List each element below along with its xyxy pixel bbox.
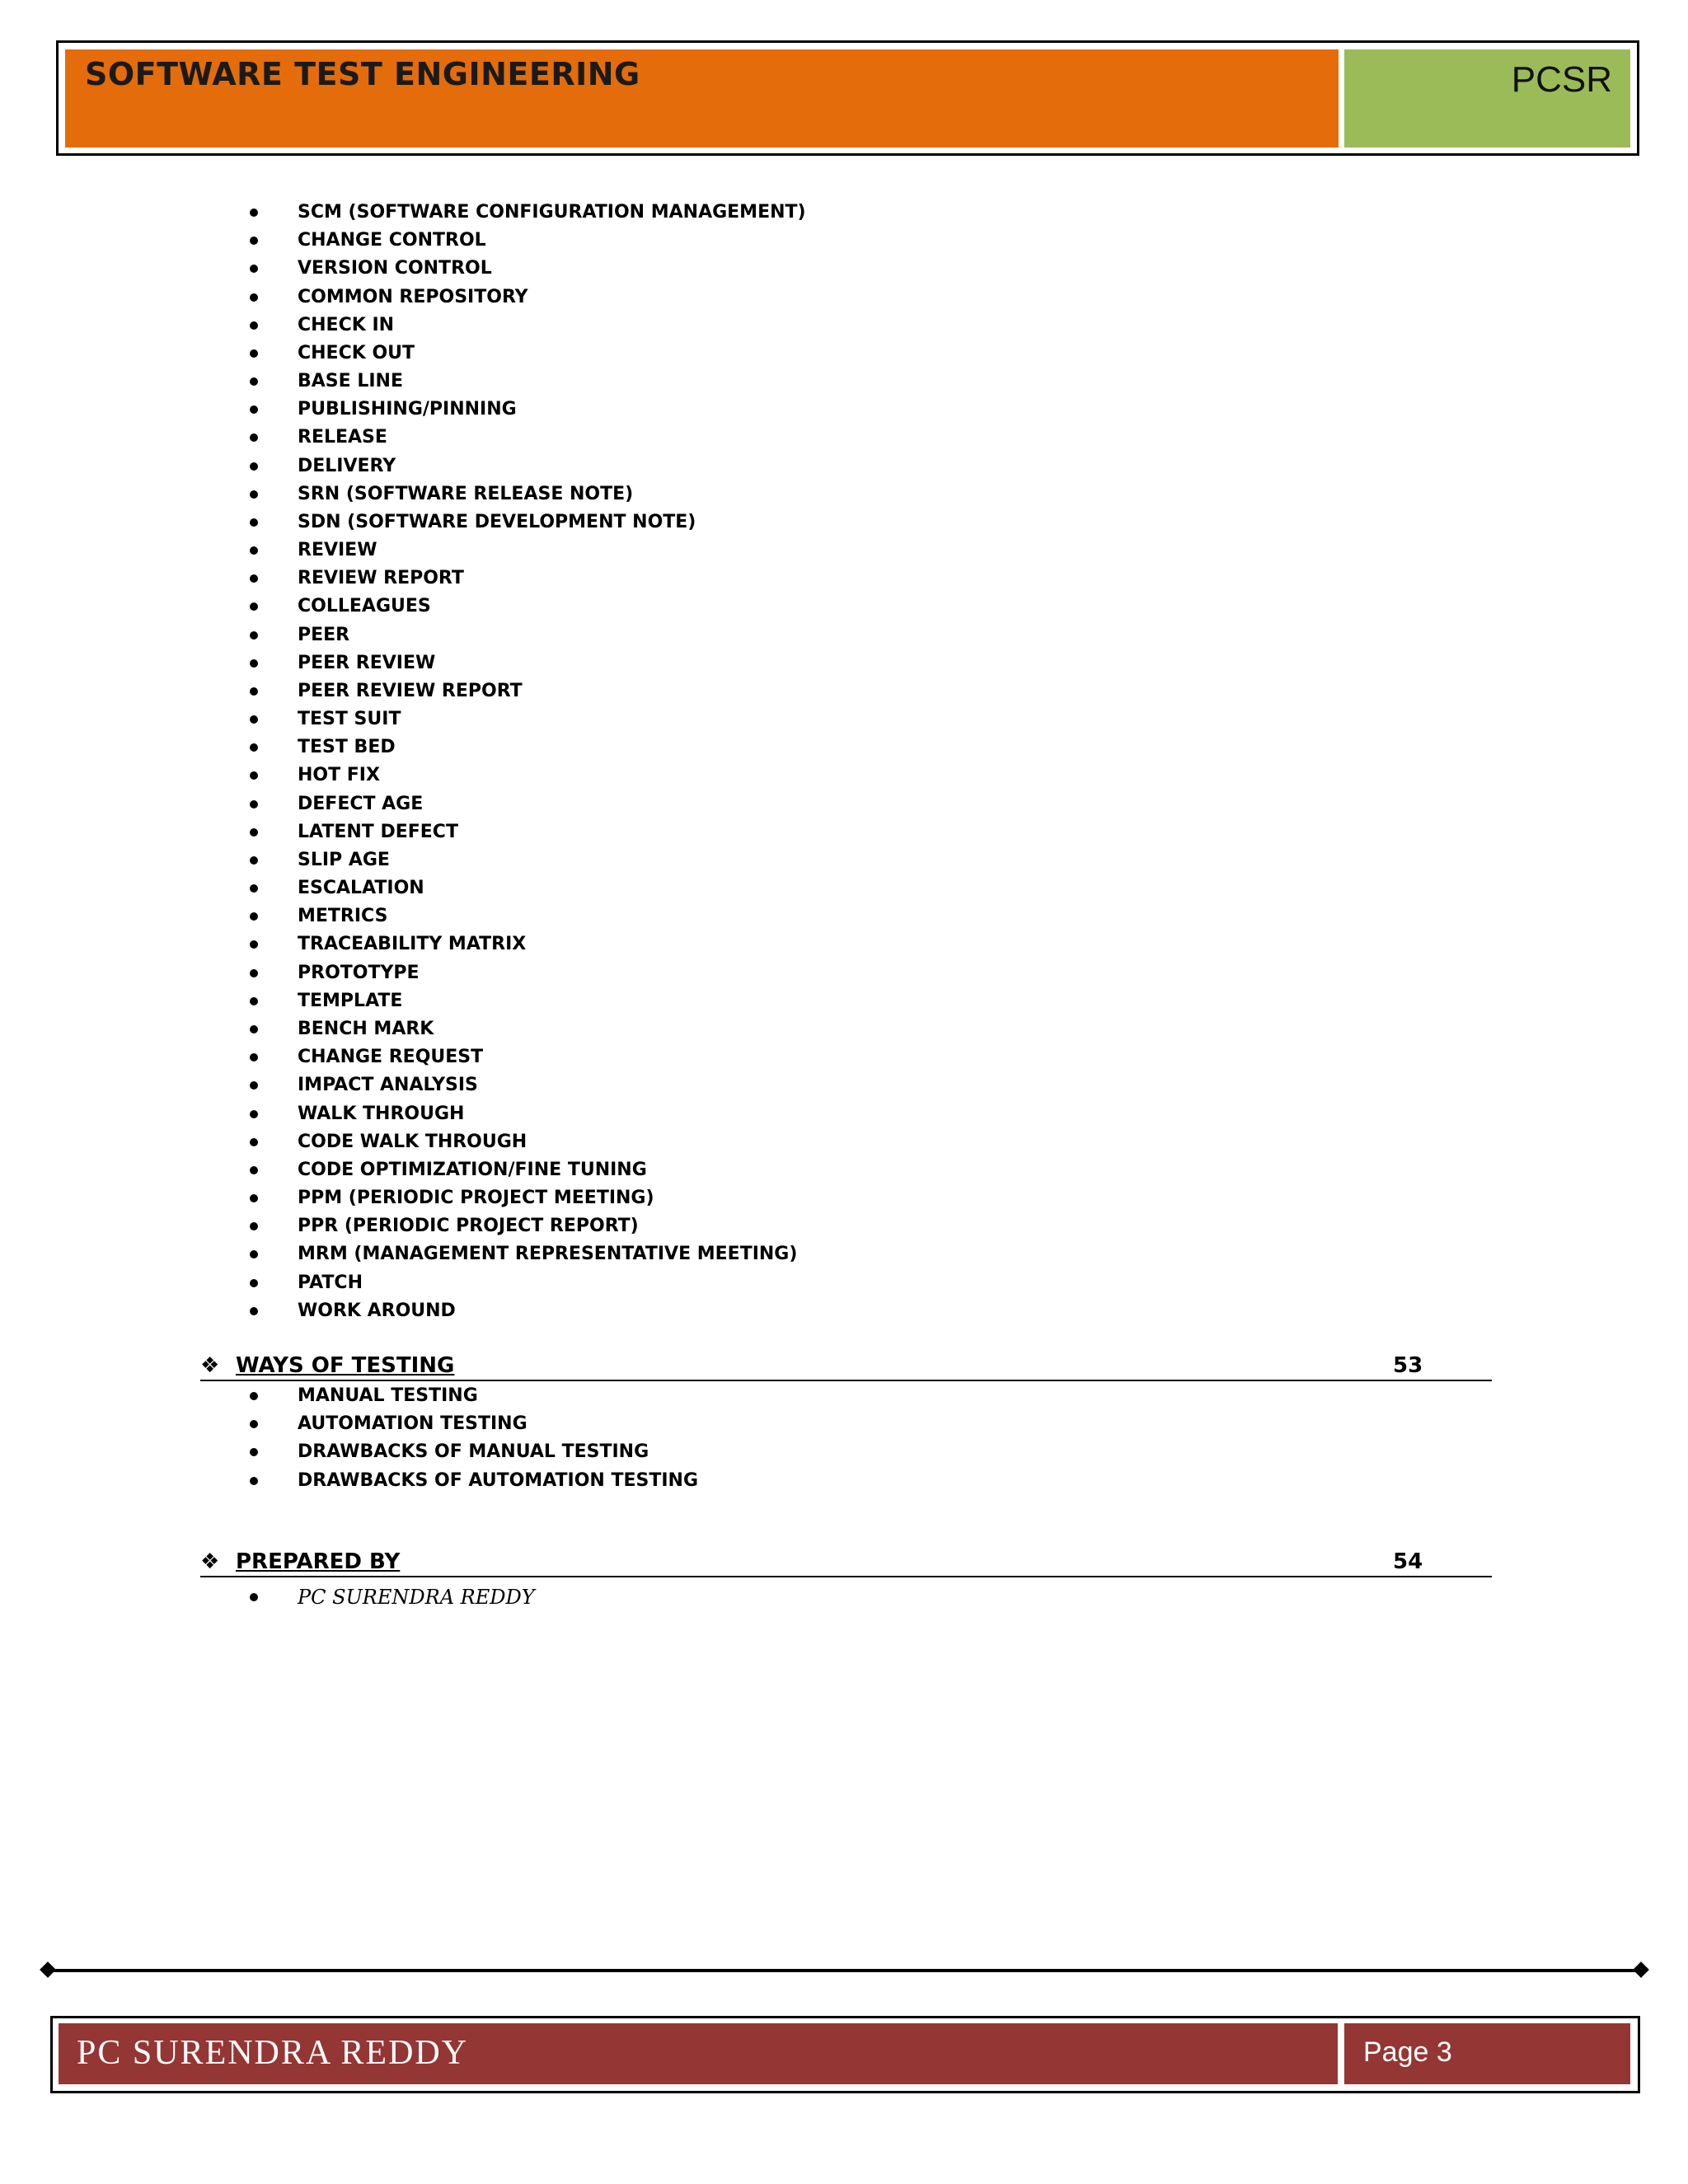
divider-right-diamond-icon: [1633, 1961, 1649, 1978]
list-item: RELEASE: [250, 424, 806, 452]
list-item: SRN (SOFTWARE RELEASE NOTE): [250, 480, 806, 509]
list-item: REVIEW: [250, 537, 806, 565]
list-item: TEMPLATE: [250, 987, 806, 1015]
section-ways-of-testing: [200, 1352, 1492, 1381]
list-item: SDN (SOFTWARE DEVELOPMENT NOTE): [250, 509, 806, 537]
list-item: PATCH: [250, 1269, 806, 1297]
list-item: ESCALATION: [250, 874, 806, 902]
list-item: AUTOMATION TESTING: [250, 1410, 698, 1438]
diamond-bullet-icon: ❖: [200, 1353, 220, 1378]
list-item: WORK AROUND: [250, 1297, 806, 1325]
list-item: PEER REVIEW: [250, 649, 806, 677]
list-item: IMPACT ANALYSIS: [250, 1071, 806, 1099]
ways-of-testing-list: [250, 1382, 698, 1495]
list-item: DELIVERY: [250, 452, 806, 480]
list-item: LATENT DEFECT: [250, 818, 806, 846]
list-item: TEST SUIT: [250, 705, 806, 733]
list-item: COMMON REPOSITORY: [250, 284, 806, 312]
footer-name-bar: [59, 2023, 1338, 2084]
list-item: SCM (SOFTWARE CONFIGURATION MANAGEMENT): [250, 199, 806, 227]
section-page-number: 53: [1393, 1353, 1423, 1378]
section-page-number: 54: [1393, 1549, 1423, 1574]
section-prepared-by: [200, 1548, 1492, 1577]
terms-list: [250, 199, 806, 1325]
prepared-by-list: [250, 1581, 535, 1614]
list-item: WALK THROUGH: [250, 1100, 806, 1128]
list-item: PUBLISHING/PINNING: [250, 396, 806, 424]
page-number: Page 3: [1363, 2036, 1452, 2068]
list-item: BASE LINE: [250, 368, 806, 396]
footer-author: PC SURENDRA REDDY: [77, 2034, 469, 2072]
list-item: PPM (PERIODIC PROJECT MEETING): [250, 1184, 806, 1212]
header-title-bar: [65, 49, 1339, 148]
list-item: BENCH MARK: [250, 1015, 806, 1043]
list-item: SLIP AGE: [250, 846, 806, 874]
section-title: PREPARED BY: [236, 1549, 401, 1574]
footer-page-bar: [1344, 2023, 1630, 2084]
footer-divider: [51, 1969, 1639, 1972]
section-title: WAYS OF TESTING: [236, 1353, 455, 1378]
list-item: DRAWBACKS OF MANUAL TESTING: [250, 1438, 698, 1466]
list-item: REVIEW REPORT: [250, 565, 806, 593]
list-item: TEST BED: [250, 733, 806, 762]
author-name: PC SURENDRA REDDY: [250, 1581, 535, 1614]
list-item: CODE WALK THROUGH: [250, 1128, 806, 1156]
list-item: PEER: [250, 621, 806, 649]
document-title: SOFTWARE TEST ENGINEERING: [85, 56, 640, 92]
list-item: COLLEAGUES: [250, 593, 806, 621]
divider-left-diamond-icon: [40, 1961, 56, 1978]
list-item: DEFECT AGE: [250, 790, 806, 818]
list-item: VERSION CONTROL: [250, 255, 806, 283]
header-code: PCSR: [1511, 59, 1612, 100]
header-code-bar: [1344, 49, 1630, 148]
list-item: TRACEABILITY MATRIX: [250, 930, 806, 958]
list-item: PEER REVIEW REPORT: [250, 677, 806, 705]
list-item: METRICS: [250, 902, 806, 930]
list-item: CHANGE CONTROL: [250, 227, 806, 255]
list-item: CHECK OUT: [250, 340, 806, 368]
list-item: HOT FIX: [250, 762, 806, 790]
list-item: MANUAL TESTING: [250, 1382, 698, 1410]
list-item: CHECK IN: [250, 312, 806, 340]
diamond-bullet-icon: ❖: [200, 1549, 220, 1574]
list-item: PPR (PERIODIC PROJECT REPORT): [250, 1212, 806, 1240]
list-item: MRM (MANAGEMENT REPRESENTATIVE MEETING): [250, 1240, 806, 1268]
list-item: PROTOTYPE: [250, 959, 806, 987]
list-item: DRAWBACKS OF AUTOMATION TESTING: [250, 1467, 698, 1495]
list-item: CHANGE REQUEST: [250, 1043, 806, 1071]
list-item: CODE OPTIMIZATION/FINE TUNING: [250, 1156, 806, 1184]
